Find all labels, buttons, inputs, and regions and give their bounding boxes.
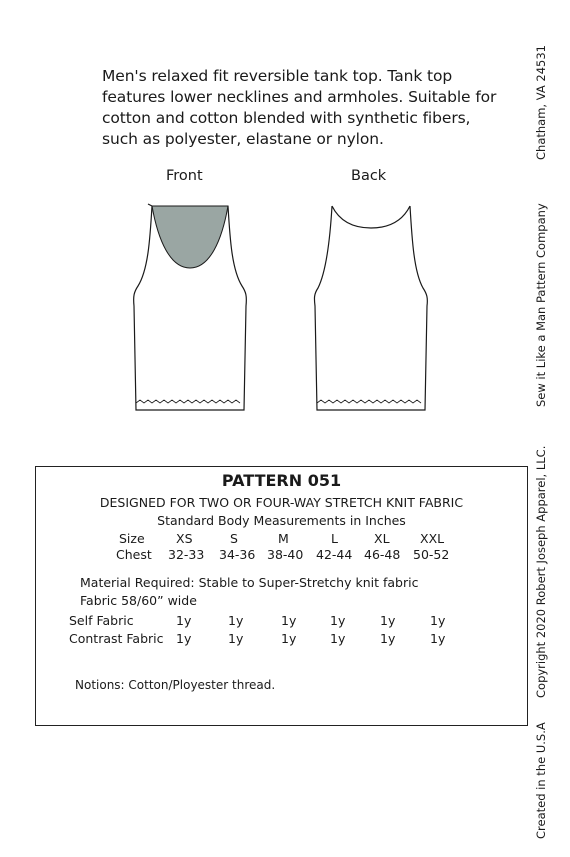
size-cell: M xyxy=(278,531,289,546)
contrast-fabric-cell: 1y xyxy=(430,631,446,646)
material-required: Material Required: Stable to Super-Stretchy knit fabric xyxy=(80,575,419,590)
chest-cell: 34-36 xyxy=(219,547,256,562)
front-strap-left xyxy=(148,204,152,206)
back-hem-stitch xyxy=(317,400,421,403)
measurements-heading: Standard Body Measurements in Inches xyxy=(157,513,406,528)
contrast-fabric-label: Contrast Fabric xyxy=(69,631,164,646)
fabric-width: Fabric 58/60” wide xyxy=(80,593,197,608)
size-cell: XL xyxy=(374,531,390,546)
contrast-fabric-cell: 1y xyxy=(380,631,396,646)
self-fabric-cell: 1y xyxy=(330,613,346,628)
size-cell: XS xyxy=(176,531,193,546)
side-company-text: Sew it Like a Man Pattern Company xyxy=(534,203,548,407)
pattern-info-box xyxy=(35,466,528,726)
self-fabric-cell: 1y xyxy=(430,613,446,628)
back-view-label: Back xyxy=(351,168,387,184)
notions-text: Notions: Cotton/Ployester thread. xyxy=(75,678,276,692)
back-body-outline xyxy=(314,206,427,410)
front-view-label: Front xyxy=(166,168,203,184)
size-cell: L xyxy=(331,531,338,546)
side-location-text: Chatham, VA 24531 xyxy=(534,45,548,160)
side-copyright-text: Copyright 2020 Robert Joseph Apparel, LLC. xyxy=(534,445,548,698)
side-made-in-text: Created in the U.S.A xyxy=(534,722,548,839)
chest-row-label: Chest xyxy=(116,547,152,562)
description: Men's relaxed fit reversible tank top. Tank top features lower necklines and armholes. Suitable for cotton and cotton blended with synthetic fibers, such as polyester, elastane or nylon. xyxy=(102,67,497,148)
chest-cell: 42-44 xyxy=(316,547,353,562)
front-lining xyxy=(152,206,228,268)
self-fabric-cell: 1y xyxy=(176,613,192,628)
size-cell: S xyxy=(230,531,238,546)
back-tank-illustration xyxy=(310,200,434,420)
contrast-fabric-cell: 1y xyxy=(176,631,192,646)
contrast-fabric-cell: 1y xyxy=(281,631,297,646)
pattern-title: PATTERN 051 xyxy=(221,471,342,490)
contrast-fabric-cell: 1y xyxy=(228,631,244,646)
chest-cell: 32-33 xyxy=(168,547,205,562)
front-hem-stitch xyxy=(136,400,240,403)
back-neckline xyxy=(332,206,410,228)
size-cell: XXL xyxy=(420,531,445,546)
chest-cell: 46-48 xyxy=(364,547,401,562)
chest-cell: 50-52 xyxy=(413,547,450,562)
self-fabric-cell: 1y xyxy=(228,613,244,628)
chest-cell: 38-40 xyxy=(267,547,304,562)
self-fabric-label: Self Fabric xyxy=(69,613,134,628)
contrast-fabric-cell: 1y xyxy=(330,631,346,646)
self-fabric-cell: 1y xyxy=(281,613,297,628)
self-fabric-cell: 1y xyxy=(380,613,396,628)
size-row-label: Size xyxy=(119,531,145,546)
front-tank-illustration xyxy=(128,200,252,420)
pattern-subtitle: DESIGNED FOR TWO OR FOUR-WAY STRETCH KNIT FABRIC xyxy=(99,495,464,510)
